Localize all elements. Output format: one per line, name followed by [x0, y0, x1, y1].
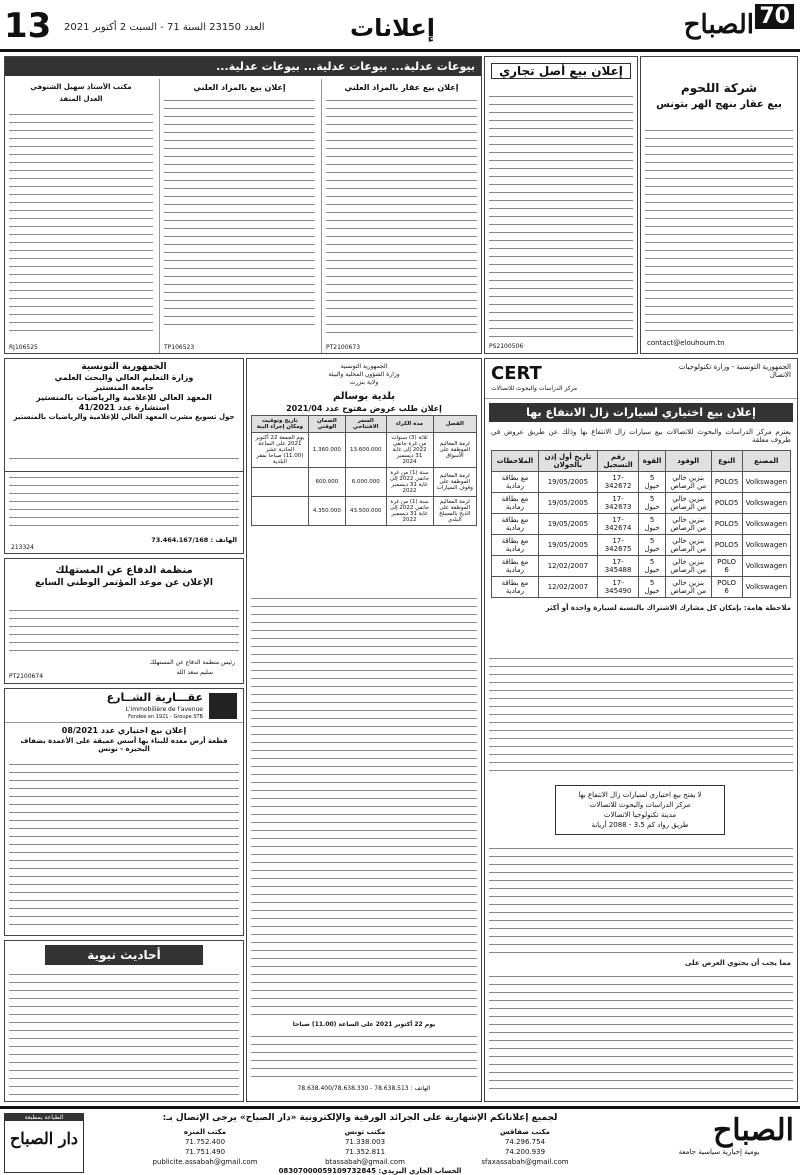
tender-table-cell: سنة (1) من غرة جانفي 2022 إلى غاية 31 ديسمبر 2022 [386, 468, 433, 497]
tender-table-cell: لزمة المعاليم الموظفة على الذبح بالمسلخ البلدي [433, 497, 476, 526]
section-title: إعلانات [350, 14, 435, 42]
cert-table-header-cell: رقم التسجيل [597, 451, 638, 472]
footer-print-label: الطباعة بمطبعة [5, 1114, 83, 1121]
cert-table-header-cell: القوة [639, 451, 666, 472]
cert-table-cell: POLO5 [711, 472, 742, 493]
footer [0, 1106, 800, 1175]
tender-table-cell: 6.000.000 [345, 468, 386, 497]
newspaper-logo [654, 4, 794, 48]
univ-phone: الهاتف : 73.464.167/168 [151, 536, 237, 544]
cert-table-header-cell: الوقود [665, 451, 711, 472]
cert-table-cell: Volkswagen [742, 472, 790, 493]
office-name: مكتب صفاقس [499, 1128, 551, 1136]
tender-table-header-cell: القصل [433, 416, 476, 433]
cert-center: مركز الدراسات والبحوث للاتصالات [491, 385, 578, 392]
office-name: مكتب المنزه [183, 1128, 227, 1136]
cert-table-cell: 19/05/2005 [538, 472, 597, 493]
immo-brand-fr: L'immobilière de l'avenue [125, 706, 203, 713]
cert-table-cell: بنزين خالي من الرصاص [665, 472, 711, 493]
cert-table-cell: POLO 6 [711, 556, 742, 577]
tender-phone: الهاتف : 78.638.513 - 78.638.400/78.638.330 [297, 1085, 431, 1092]
justice-ad-2 [159, 79, 319, 353]
office-tel: 71.751.490 [184, 1148, 226, 1156]
cert-table-cell: 19/05/2005 [538, 493, 597, 514]
table-row [492, 493, 791, 514]
office-tel: 74.200.939 [504, 1148, 546, 1156]
cert-table-body [492, 472, 791, 598]
ad-lahoum [640, 56, 798, 354]
tender-table-header-cell: مدة الكراء [386, 416, 433, 433]
cert-table-cell: بنزين خالي من الرصاص [665, 514, 711, 535]
tender-table-cell: 1.360.000 [308, 433, 345, 468]
cert-table-cell: 5 خيول [639, 493, 666, 514]
cert-table-cell: بنزين خالي من الرصاص [665, 493, 711, 514]
table-row [492, 556, 791, 577]
cert-table-cell: 17-342673 [597, 493, 638, 514]
cert-table-header [492, 451, 791, 472]
justice-ad-2-title: إعلان بيع بالمزاد العلني [193, 83, 286, 92]
defense-sign: رئيس منظمة الدفاع عن المستهلك [149, 659, 235, 666]
tender-table-cell: ثلاثة (3) سنوات من غرة جانفي 2022 إلى غاية 31 ديسمبر 2024 [386, 433, 433, 468]
cert-table-header-cell: النوع [711, 451, 742, 472]
cert-body-3 [489, 973, 793, 1093]
ad-ijari-body [489, 93, 633, 337]
cert-envelope-line: مركز الدراسات والبحوث للاتصالات [589, 801, 691, 809]
tender-table [251, 415, 477, 526]
hadith-body [9, 971, 239, 1095]
ad-ijari-title: إعلان بيع أصل تجاري [491, 63, 631, 79]
office-email: sfaxassabah@gmail.com [481, 1158, 569, 1166]
anniversary-badge: 70 [755, 4, 794, 29]
justice-section [4, 56, 482, 354]
tender-table-cell [252, 497, 309, 526]
univ-body [9, 455, 239, 463]
ad-lahoum-body [645, 127, 793, 337]
footer-title: لجميع إعلاناتكم الإشهارية على الجرائد الورقية والإلكترونية «دار الصباح» يرجى الإتصال بـ: [162, 1113, 558, 1123]
ad-univ [4, 358, 244, 472]
footer-office-tunis [290, 1127, 440, 1167]
cert-body-2 [489, 845, 793, 953]
tender-table-cell: 4.350.000 [308, 497, 345, 526]
page-header [0, 0, 800, 52]
tender-ministry: وزارة الشؤون المحلية والبيئة [328, 371, 400, 378]
tender-table-cell [252, 468, 309, 497]
cert-table-cell: بنزين خالي من الرصاص [665, 556, 711, 577]
cert-envelope-line: مدينة تكنولوجيا الاتصالات [603, 811, 677, 819]
cert-sublist-title: مما يجب أن يحتوي العرض على [684, 959, 791, 967]
cert-table-cell: 5 خيول [639, 514, 666, 535]
cert-table-cell: مع بطاقة رمادية [492, 472, 539, 493]
tender-table-cell: 43.500.000 [345, 497, 386, 526]
tender-table-cell: 13.600.000 [345, 433, 386, 468]
justice-ad-1 [321, 79, 481, 353]
justice-bar: بيوعات عدلية... بيوعات عدلية... بيوعات عدلية... [5, 57, 481, 76]
ad-ijari [484, 56, 638, 354]
ad-lahoum-email: contact@elouhoum.tn [647, 339, 725, 347]
hadith-title: أحاديث نبوية [45, 945, 203, 965]
ad-lahoum-subtitle: بيع عقار بنهج الهر بتونس [656, 99, 782, 110]
univ-inst: المعهد العالي للإعلامية والرياضيات بالمنستير [36, 393, 212, 402]
ad-lahoum-title: شركة اللحوم [680, 81, 758, 95]
tender-header [247, 363, 481, 387]
justice-ad-3-sub: العدل المنفذ [59, 95, 103, 103]
immo-header [5, 689, 243, 723]
table-row [252, 497, 477, 526]
univ-body-2 [9, 474, 239, 532]
cert-envelope-line: لا يفتح بيع اختياري لسيارات زال الانتفاع بها [578, 791, 702, 799]
table-row [492, 514, 791, 535]
cert-table-cell: 17-342675 [597, 535, 638, 556]
footer-office-menzah [130, 1127, 280, 1167]
cert-table-cell: 5 خيول [639, 556, 666, 577]
justice-ad-3-title: مكتب الأستاذ سهيل الشنوفي [30, 83, 132, 91]
cert-note: ملاحظة هامة: بإمكان كل مشارك الاشتراك بالنسبة لسيارة واحدة أو أكثر [545, 604, 791, 612]
tender-table-header-cell: تاريخ وتوقيت ومكان إجراء البتة [252, 416, 309, 433]
cert-table-cell: بنزين خالي من الرصاص [665, 577, 711, 598]
cert-envelope [555, 785, 725, 835]
tender-table-cell: لزمة المعاليم الموظفة على الأسواق [433, 433, 476, 468]
tender-table-header-cell: السعر الافتتاحي [345, 416, 386, 433]
tender-title: إعلان طلب عروض مفتوح عدد 2021/04 [286, 404, 442, 413]
tender-table-wrap [251, 415, 477, 526]
cert-table-wrap [491, 450, 791, 598]
immo-body [9, 761, 239, 929]
cert-table-cell: 5 خيول [639, 577, 666, 598]
justice-ad-3-body [9, 111, 153, 333]
immo-brand: عقـــارية الشــارع [106, 691, 203, 704]
univ-consult: استشارة عدد 41/2021 [78, 403, 170, 412]
cert-table-header-cell: تاريخ أول إذن بالجولان [538, 451, 597, 472]
cert-table-cell: POLO5 [711, 514, 742, 535]
cert-header [485, 359, 797, 399]
footer-account: الحساب الجاري البريدي: 08307000059109732845 [278, 1167, 462, 1175]
cert-table-cell: Volkswagen [742, 493, 790, 514]
defense-body [9, 607, 239, 655]
tender-table-cell: يوم الجمعة 22 أكتوبر 2021 على الساعة الحادية عشر (11.00) صباحا بمقر البلدية [252, 433, 309, 468]
table-row [492, 577, 791, 598]
tender-body [251, 595, 477, 1015]
tender-table-cell: 600.000 [308, 468, 345, 497]
justice-ad-2-ref: TP106523 [164, 344, 195, 351]
cert-table-cell: 17-342672 [597, 472, 638, 493]
office-tel: 74.296.754 [504, 1138, 546, 1146]
cert-table-cell: 19/05/2005 [538, 535, 597, 556]
justice-ad-3 [5, 79, 157, 353]
justice-ad-2-body [164, 97, 315, 329]
cert-table-header-cell: الملاحظات [492, 451, 539, 472]
cert-table-cell: 5 خيول [639, 535, 666, 556]
cert-table-cell: مع بطاقة رمادية [492, 556, 539, 577]
cert-logo: CERT [491, 363, 542, 384]
cert-table-cell: POLO5 [711, 535, 742, 556]
ad-ijari-ref: PS2100506 [489, 343, 524, 350]
footer-print-box [4, 1113, 84, 1173]
immo-subtitle: قطعة أرض معدة للبناء بها أسس عميقة على الأعمدة بضفاف البحيرة - تونس [20, 737, 228, 753]
cert-table [491, 450, 791, 598]
cert-table-cell: 17-342674 [597, 514, 638, 535]
justice-ad-1-ref: PT2100673 [326, 344, 361, 351]
univ-ministry: وزارة التعليم العالي والبحث العلمي [54, 373, 194, 382]
cert-table-cell: مع بطاقة رمادية [492, 577, 539, 598]
defense-title: منظمة الدفاع عن المستهلك [55, 565, 193, 576]
cert-title: إعلان بيع اختياري لسيارات زال الانتفاع بها [489, 403, 793, 422]
cert-table-cell: مع بطاقة رمادية [492, 535, 539, 556]
cert-table-cell: POLO 6 [711, 577, 742, 598]
cert-ministry: الجمهورية التونسية - وزارة تكنولوجيات الاتصال [678, 363, 791, 379]
ad-univ-body [4, 472, 244, 554]
newspaper-name: الصباح [683, 10, 754, 40]
ad-tender [246, 358, 482, 1102]
cert-envelope-line: طريق رواد كم 3،5 - 2088 أريانة [591, 821, 689, 829]
cert-table-cell: مع بطاقة رمادية [492, 514, 539, 535]
page-number: 13 [4, 6, 52, 46]
justice-ad-1-title: إعلان بيع عقار بالمزاد العلني [344, 83, 459, 92]
office-tel: 71.752.400 [184, 1138, 226, 1146]
cert-table-cell: 5 خيول [639, 472, 666, 493]
tender-republic: الجمهورية التونسية [340, 363, 388, 370]
justice-ad-1-body [326, 97, 477, 337]
footer-brand [644, 1113, 794, 1156]
cert-table-cell: 17-345488 [597, 556, 638, 577]
univ-title: الجمهورية التونسية [81, 362, 167, 372]
ad-hadith [4, 940, 244, 1102]
tender-body-2 [251, 1033, 477, 1081]
table-row [492, 472, 791, 493]
tender-table-cell: لزمة المعاليم الموظفة على وقوف السيارات [433, 468, 476, 497]
defense-name: سليم سعد الله [176, 669, 213, 676]
cert-table-cell: 12/02/2007 [538, 556, 597, 577]
cert-table-cell: مع بطاقة رمادية [492, 493, 539, 514]
immo-title: إعلان بيع اختياري عدد 08/2021 [61, 726, 187, 735]
cert-table-header-cell: المصنع [742, 451, 790, 472]
issue-line: العدد 23150 السنة 71 - السبت 2 أكتوبر 2021 [64, 22, 265, 33]
cert-table-cell: Volkswagen [742, 577, 790, 598]
cert-table-cell: بنزين خالي من الرصاص [665, 535, 711, 556]
tender-table-body [252, 433, 477, 526]
table-row [252, 468, 477, 497]
cert-table-cell: 17-345490 [597, 577, 638, 598]
table-row [252, 433, 477, 468]
tender-deadline: يوم 22 أكتوبر 2021 على الساعة (11.00) صباحا [292, 1021, 436, 1028]
tender-table-header [252, 416, 477, 433]
ad-cert [484, 358, 798, 1102]
justice-ad-3-ref: RJ106525 [9, 344, 38, 351]
office-email: btassabah@gmail.com [325, 1158, 405, 1166]
defense-subtitle: الإعلان عن موعد المؤتمر الوطني السابع [35, 578, 213, 588]
cert-body-1 [489, 655, 793, 775]
univ-uni: جامعة المنستير [94, 383, 154, 392]
defense-ref: PT2100674 [9, 673, 44, 680]
cert-table-cell: Volkswagen [742, 556, 790, 577]
ad-immo [4, 688, 244, 936]
tender-munic: بلدية بوسالم [332, 391, 396, 402]
cert-intro: يعتزم مركز الدراسات والبحوث للاتصالات بيع سيارات زال الانتفاع بها وذلك عن طريق عروض في ظروف مغلقة [491, 428, 791, 444]
table-row [492, 535, 791, 556]
cert-table-cell: 19/05/2005 [538, 514, 597, 535]
ad-defense [4, 558, 244, 684]
footer-tagline: يومية إخبارية سياسية جامعة [678, 1148, 760, 1156]
cert-table-cell: Volkswagen [742, 535, 790, 556]
tender-table-header-cell: الضمان الوقتي [308, 416, 345, 433]
footer-brand-name: الصباح [712, 1113, 794, 1148]
office-email: publicite.assabah@gmail.com [152, 1158, 258, 1166]
cert-table-cell: 12/02/2007 [538, 577, 597, 598]
immo-founded: Fondée en 1921 - Groupe STB [128, 714, 203, 720]
tender-wilaya: ولاية بنزرت [349, 379, 379, 386]
immo-logo-icon [209, 693, 237, 719]
tender-table-cell: سنة (1) من غرة جانفي 2022 إلى غاية 31 ديسمبر 2022 [386, 497, 433, 526]
office-tel: 71.338.003 [344, 1138, 386, 1146]
footer-office-sfax [450, 1127, 600, 1167]
univ-ref: 213324 [11, 544, 34, 551]
office-name: مكتب تونس [344, 1128, 386, 1136]
cert-table-cell: Volkswagen [742, 514, 790, 535]
cert-table-cell: POLO5 [711, 493, 742, 514]
univ-subject: حول تسويغ مشرب المعهد العالي للإعلامية والرياضيات بالمنستير [13, 413, 235, 421]
office-tel: 71.352.811 [344, 1148, 386, 1156]
footer-dar-brand: دار الصباح [9, 1129, 79, 1148]
